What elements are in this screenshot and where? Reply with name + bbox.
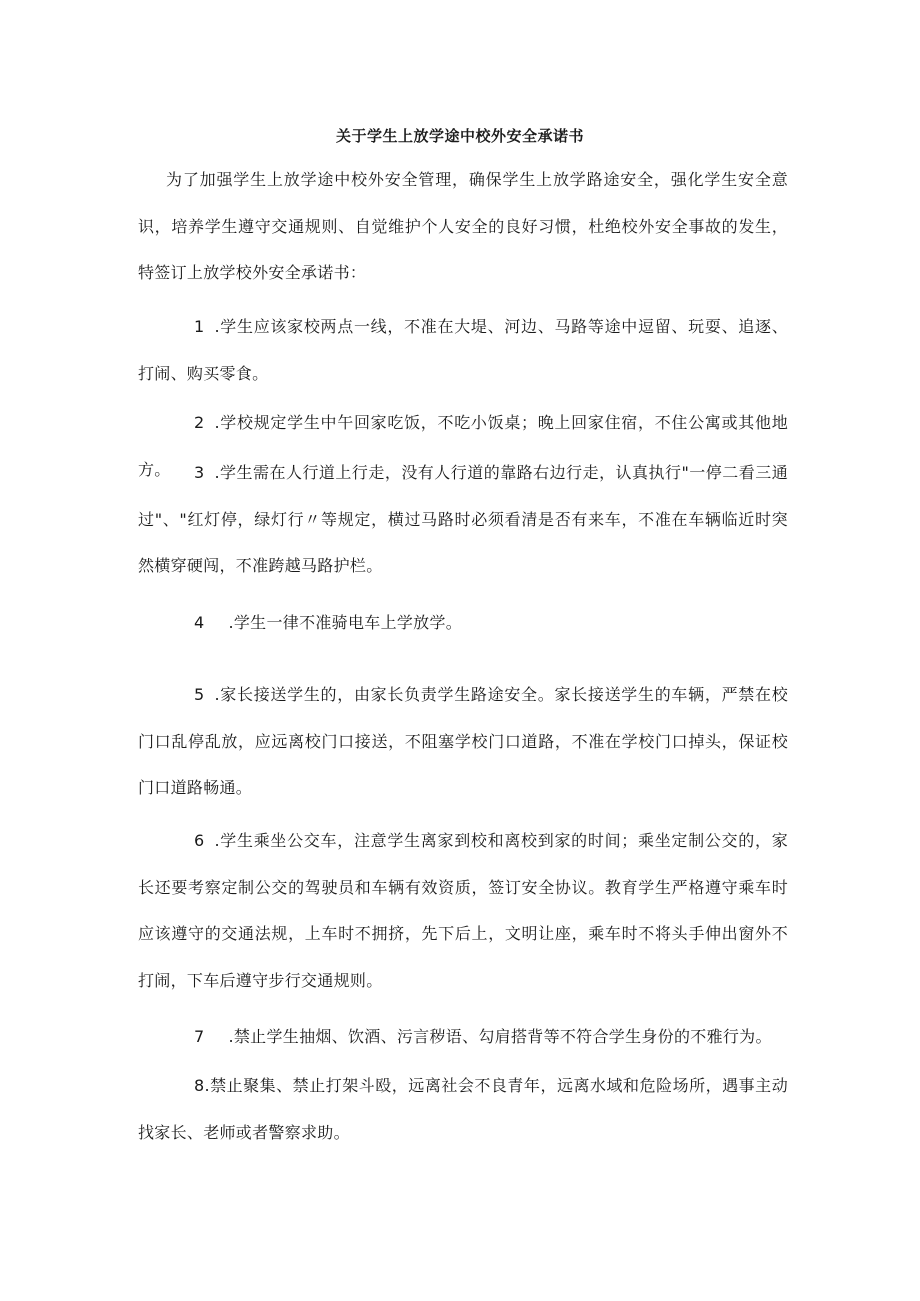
- list-item: [138, 1063, 788, 1156]
- item-number: 4: [194, 613, 205, 632]
- list-item: [138, 1014, 788, 1061]
- item-number: 5: [194, 685, 205, 704]
- list-item: [138, 600, 788, 647]
- item-text: .学校规定学生中午回家吃饭，不吃小饭桌；晚上回家住宿，不住公寓或其他地方。: [138, 413, 788, 479]
- document-title: 关于学生上放学途中校外安全承诺书: [335, 127, 584, 145]
- item-text: .家长接送学生的，由家长负责学生路途安全。家长接送学生的车辆，严禁在校门口乱停乱放，应远离校门口接送，不阻塞学校门口道路，不准在学校门口掉头，保证校门口道路畅通。: [138, 685, 788, 798]
- item-text: .学生乘坐公交车，注意学生离家到校和离校到家的时间；乘坐定制公交的，家长还要考察定制公交的驾驶员和车辆有效资质，签订安全协议。教育学生严格遵守乘车时应该遵守的交通法规，上车时不拥挤，先下后上，文明让座，乘车时不将头手伸出窗外不打闹，下车后遵守步行交通规则。: [138, 831, 788, 990]
- item-number: 6: [194, 831, 205, 850]
- item-number: 2: [194, 413, 205, 432]
- list-item: [138, 672, 788, 812]
- list-item: [138, 818, 788, 1004]
- item-number: 3: [194, 463, 205, 482]
- list-item: [138, 450, 788, 590]
- item-text: .学生需在人行道上行走，没有人行道的靠路右边行走，认真执行"一停二看三通过"、"红灯停，绿灯行〃等规定，横过马路时必须看清是否有来车，不准在车辆临近时突然横穿硬闯，不准跨越马路护栏。: [138, 463, 788, 576]
- item-number: 7: [194, 1027, 205, 1046]
- item-text: .学生应该家校两点一线，不准在大堤、河边、马路等途中逗留、玩耍、追逐、打闹、购买零食。: [138, 317, 788, 383]
- item-text: .禁止学生抽烟、饮酒、污言秽语、勾肩搭背等不符合学生身份的不雅行为。: [228, 1027, 772, 1046]
- item-text: .学生一律不准骑电车上学放学。: [228, 613, 463, 632]
- item-text: .禁止聚集、禁止打架斗殴，远离社会不良青年，远离水域和危险场所，遇事主动找家长、老师或者警察求助。: [138, 1076, 788, 1142]
- intro-paragraph: 为了加强学生上放学途中校外安全管理，确保学生上放学路途安全，强化学生安全意识，培养学生遵守交通规则、自觉维护个人安全的良好习惯，杜绝校外安全事故的发生，特签订上放学校外安全承诺书：: [138, 170, 788, 283]
- item-number: 8: [194, 1076, 205, 1095]
- item-number: 1: [194, 317, 205, 336]
- list-item: [138, 304, 788, 397]
